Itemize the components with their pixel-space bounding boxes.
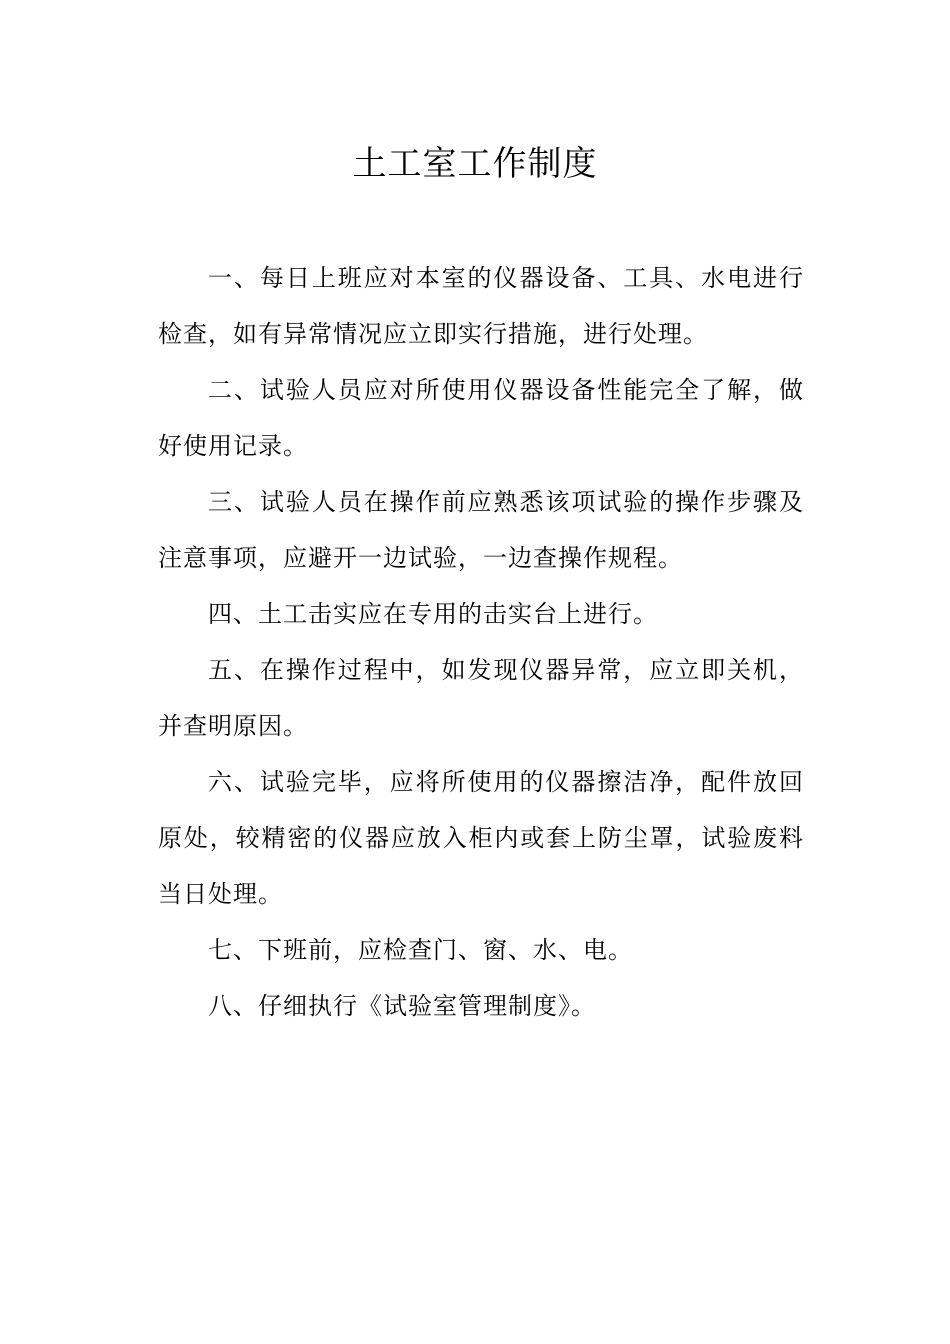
document-title: 土工室工作制度 bbox=[352, 144, 598, 184]
rule-paragraph-8: 八、仔细执行《试验室管理制度》。 bbox=[208, 992, 596, 1020]
rule-paragraph-5: 五、在操作过程中，如发现仪器异常，应立即关机，并查明原因。 bbox=[158, 656, 804, 740]
rule-paragraph-3: 三、试验人员在操作前应熟悉该项试验的操作步骤及注意事项，应避开一边试验，一边查操作规程。 bbox=[158, 488, 804, 572]
rule-paragraph-7: 七、下班前，应检查门、窗、水、电。 bbox=[208, 936, 633, 964]
document-body bbox=[158, 250, 804, 1034]
rule-paragraph-6: 六、试验完毕，应将所使用的仪器擦洁净，配件放回原处，较精密的仪器应放入柜内或套上防尘罩，试验废料当日处理。 bbox=[158, 768, 804, 908]
rule-paragraph-2: 二、试验人员应对所使用仪器设备性能完全了解，做好使用记录。 bbox=[158, 376, 804, 460]
rule-paragraph-4: 四、土工击实应在专用的击实台上进行。 bbox=[208, 600, 658, 628]
rule-paragraph-1: 一、每日上班应对本室的仪器设备、工具、水电进行检查，如有异常情况应立即实行措施，进行处理。 bbox=[158, 264, 804, 348]
